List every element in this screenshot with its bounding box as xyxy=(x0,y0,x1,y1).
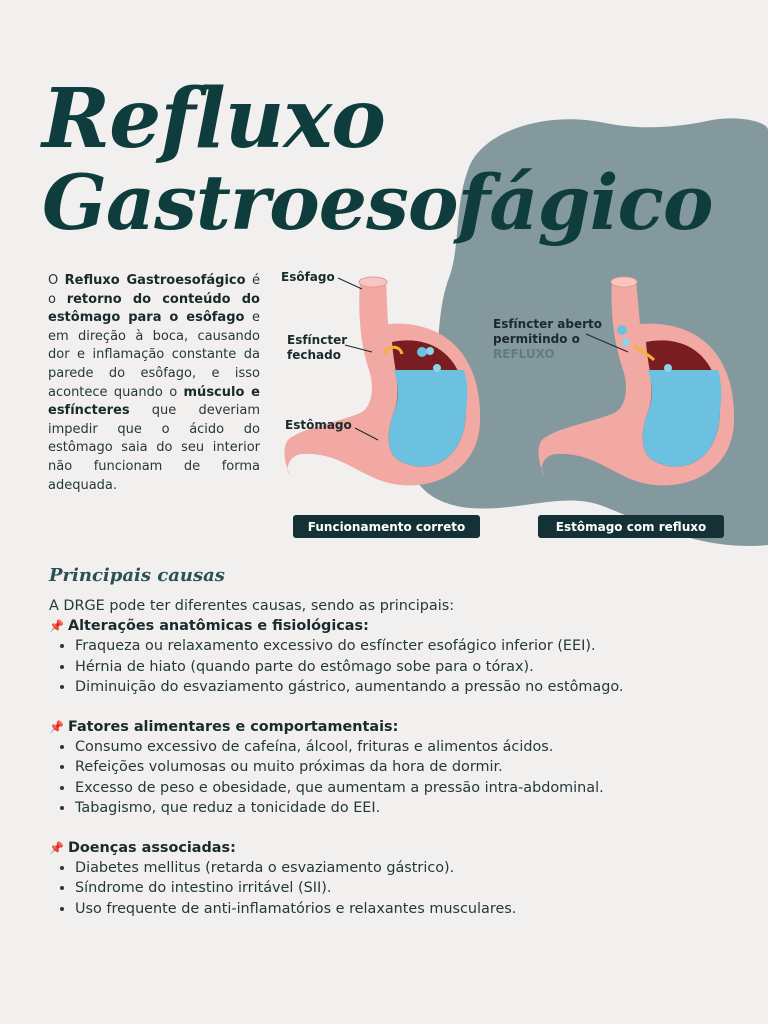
causes-intro: A DRGE pode ter diferentes causas, sendo as principais: xyxy=(49,598,455,614)
pin-icon: 📌 xyxy=(49,619,64,634)
label-esfincter-fechado xyxy=(287,333,347,363)
pin-icon: 📌 xyxy=(49,720,64,735)
label-line: fechado xyxy=(287,348,341,362)
label-line: Esfíncter xyxy=(287,333,348,347)
list-item: • Excesso de peso e obesidade, que aumentam a pressão intra-abdominal. xyxy=(75,778,739,798)
group-title: Alterações anatômicas e fisiológicas: xyxy=(67,618,369,635)
list-item: • Consumo excessivo de cafeína, álcool, frituras e alimentos ácidos. xyxy=(75,737,739,757)
intro-text: é o xyxy=(48,273,260,307)
group-title: Doenças associadas: xyxy=(67,840,236,857)
list-item: • Síndrome do intestino irritável (SII). xyxy=(75,878,739,898)
group-heading xyxy=(49,838,739,858)
label-esfincter-aberto xyxy=(493,317,602,362)
intro-bold: Refluxo Gastroesofágico xyxy=(64,273,246,288)
intro-text: que deveriam impedir que o ácido do estômago saia do seu interior não funcionam de forma adequada. xyxy=(48,403,260,493)
group-title: Fatores alimentares e comportamentais: xyxy=(67,719,399,736)
label-line: Esfíncter aberto xyxy=(493,317,603,331)
cause-list xyxy=(49,737,739,818)
label-estomago: Estômago xyxy=(285,418,352,432)
label-esofago: Esôfago xyxy=(281,270,335,284)
title-line-2: Gastroesofágico xyxy=(42,158,713,247)
list-item: • Refeições volumosas ou muito próximas da hora de dormir. xyxy=(75,757,739,777)
group-heading xyxy=(49,616,739,636)
cause-list xyxy=(49,636,739,697)
causes-content xyxy=(49,596,739,919)
label-line: permitindo o xyxy=(493,332,580,346)
list-item: • Uso frequente de anti-inflamatórios e relaxantes musculares. xyxy=(75,899,739,919)
cause-list xyxy=(49,858,739,919)
group-heading xyxy=(49,717,739,737)
intro-bold: músculo e esfíncteres xyxy=(48,384,260,419)
list-item: • Fraqueza ou relaxamento excessivo do esfíncter esofágico inferior (EEI). xyxy=(75,636,739,656)
list-item: • Tabagismo, que reduz a tonicidade do EEI. xyxy=(75,798,739,818)
badge-funcionamento-correto: Funcionamento correto xyxy=(293,515,480,538)
badge-estomago-com-refluxo: Estômago com refluxo xyxy=(538,515,724,538)
pin-icon: 📌 xyxy=(49,841,64,856)
list-item: • Hérnia de hiato (quando parte do estômago sobe para o tórax). xyxy=(75,657,739,677)
title-line-1: Refluxo xyxy=(42,71,385,167)
label-refluxo: REFLUXO xyxy=(493,347,555,361)
intro-text: O xyxy=(48,273,65,288)
intro-text: e em direção à boca, causando dor e inflamação constante da parede do esôfago, e isso acontece quando o xyxy=(48,310,260,400)
list-item: • Diabetes mellitus (retarda o esvaziamento gástrico). xyxy=(75,858,739,878)
intro-bold: retorno do conteúdo do estômago para o esôfago xyxy=(48,291,260,326)
list-item: • Diminuição do esvaziamento gástrico, aumentando a pressão no estômago. xyxy=(75,677,739,697)
section-title-causas: Principais causas xyxy=(49,565,225,586)
